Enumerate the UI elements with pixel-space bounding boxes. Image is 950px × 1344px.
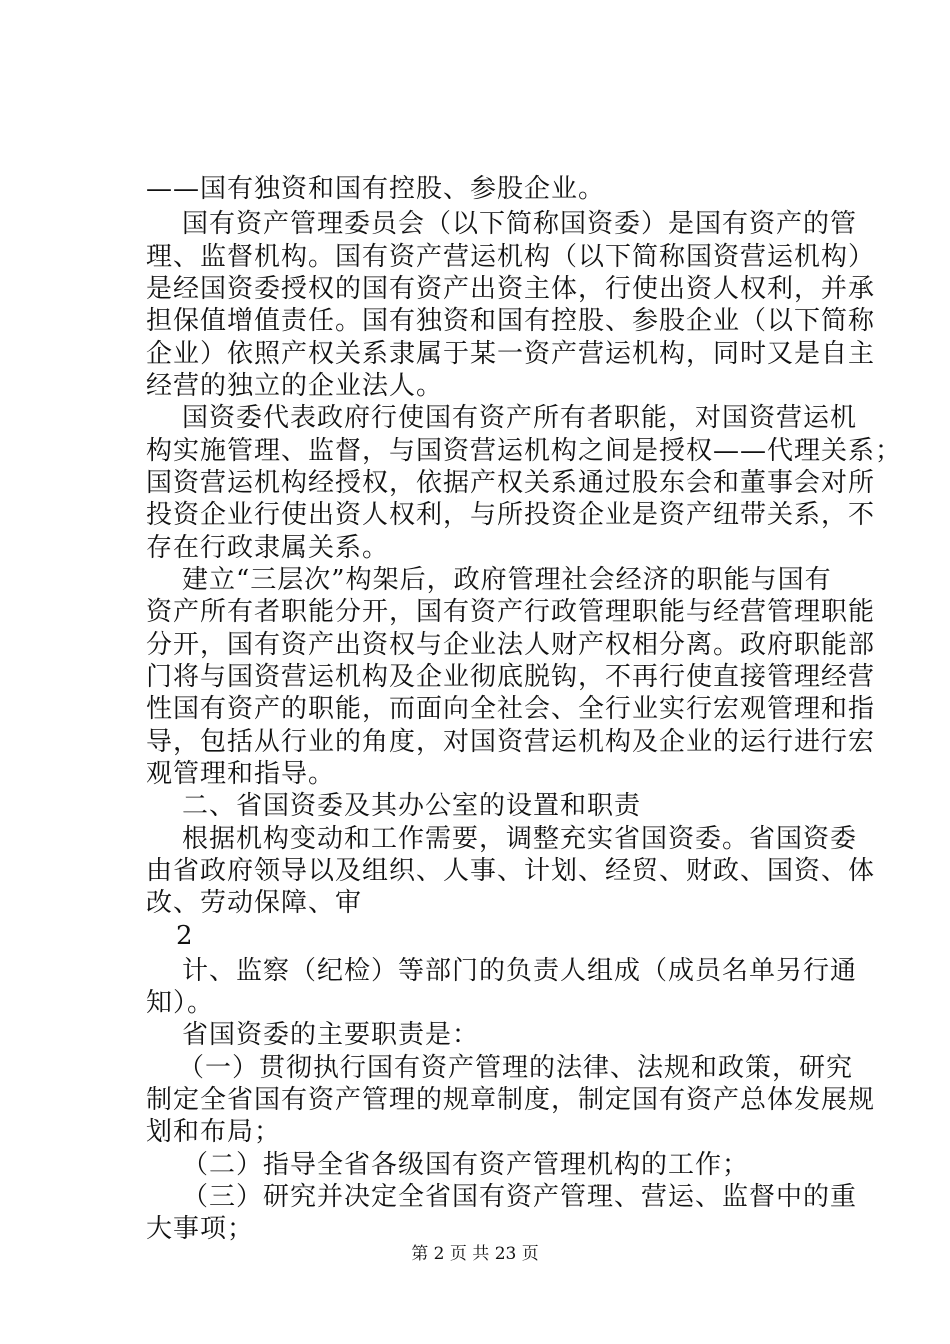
text-line: 建立“三层次”构架后，政府管理社会经济的职能与国有 [182,565,832,595]
text-line: 理、监督机构。国有资产营运机构（以下简称国资营运机构） [146,242,876,272]
text-line: 担保值增值责任。国有独资和国有控股、参股企业（以下简称 [146,306,876,336]
text-line: 改、劳动保障、审 [146,888,363,918]
text-line: 划和布局； [146,1117,282,1147]
text-line: 根据机构变动和工作需要，调整充实省国资委。省国资委 [182,824,858,854]
text-line: 门将与国资营运机构及企业彻底脱钩，不再行使直接管理经营 [146,662,876,692]
text-line: 经营的独立的企业法人。 [146,371,444,401]
text-line: 性国有资产的职能，而面向全社会、全行业实行宏观管理和指 [146,694,876,724]
text-line: ——国有独资和国有控股、参股企业。 [146,174,606,204]
text-line: 企业）依照产权关系隶属于某一资产营运机构，同时又是自主 [146,339,876,369]
text-line: 大事项； [146,1214,255,1244]
text-line: 国有资产管理委员会（以下简称国资委）是国有资产的管 [182,209,858,239]
page-footer: 第 2 页 共 23 页 [411,1244,539,1264]
text-line: （三）研究并决定全省国有资产管理、营运、监督中的重 [182,1182,858,1212]
text-line: 构实施管理、监督，与国资营运机构之间是授权——代理关系； [146,436,903,466]
text-line: 省国资委的主要职责是： [182,1020,480,1050]
text-line: 分开，国有资产出资权与企业法人财产权相分离。政府职能部 [146,630,876,660]
text-line: 知）。 [146,988,215,1018]
text-line: 计、监察（纪检）等部门的负责人组成（成员名单另行通 [182,956,858,986]
text-line: 存在行政隶属关系。 [146,533,390,563]
inline-page-number: 2 [176,921,194,951]
text-line: 由省政府领导以及组织、人事、计划、经贸、财政、国资、体 [146,856,876,886]
text-line: 制定全省国有资产管理的规章制度，制定国有资产总体发展规 [146,1085,876,1115]
text-line: （一）贯彻执行国有资产管理的法律、法规和政策，研究 [178,1053,854,1083]
text-line: 导，包括从行业的角度，对国资营运机构及企业的运行进行宏 [146,727,876,757]
text-line: 国资委代表政府行使国有资产所有者职能，对国资营运机 [182,403,858,433]
section-heading: 二、省国资委及其办公室的设置和职责 [182,791,642,821]
text-line: 投资企业行使出资人权利，与所投资企业是资产纽带关系，不 [146,500,876,530]
text-line: （二）指导全省各级国有资产管理机构的工作； [182,1150,750,1180]
text-line: 资产所有者职能分开，国有资产行政管理职能与经营管理职能 [146,597,876,627]
text-line: 国资营运机构经授权，依据产权关系通过股东会和董事会对所 [146,468,876,498]
text-line: 观管理和指导。 [146,759,336,789]
text-line: 是经国资委授权的国有资产出资主体，行使出资人权利，并承 [146,274,876,304]
